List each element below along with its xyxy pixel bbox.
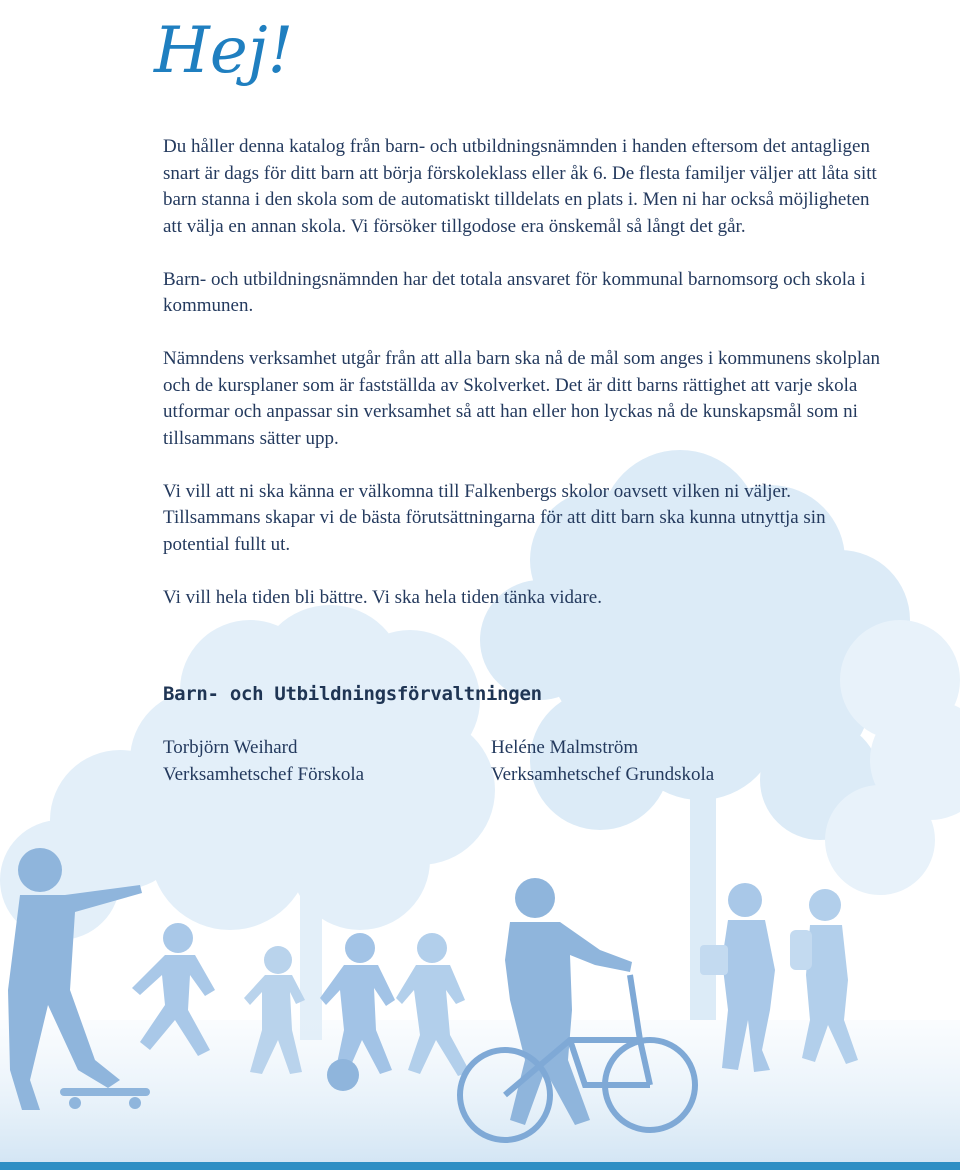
signatory-title: Verksamhetschef Grundskola [491,763,715,785]
signatory-title: Verksamhetschef Förskola [163,763,365,785]
paragraph-motto: Vi vill hela tiden bli bättre. Vi ska hela tiden tänka vidare. [163,586,602,608]
organization-title: Barn- och Utbildningsförvaltningen [163,683,542,705]
soccer-ball [327,1059,359,1091]
bottom-accent-bar [0,1162,960,1170]
paragraph-responsibility: Barn- och utbildningsnämnden har det totala ansvaret för kommunal barnomsorg och skola i kommunen. [163,268,866,316]
signatory-name: Heléne Malmström [491,737,639,758]
paragraph-welcome: Vi vill att ni ska känna er välkomna till Falkenbergs skolor oavsett vilken ni väljer. Tillsammans skapar vi de bästa förutsättningarna för att ditt barn ska kunna utnyttja sin potential fullt ut. [163,480,826,555]
paragraph-intro: Du håller denna katalog från barn- och utbildningsnämnden i handen eftersom det antagligen snart är dags för ditt barn att börja förskoleklass eller åk 6. De flesta familjer väljer att låta sitt barn stanna i den skola som de automatiskt tilldelats en plats i. Men ni har också möjligheten att välja en annan skola. Vi försöker tillgodose era önskemål så långt det går. [163,136,877,237]
paragraph-goals: Nämndens verksamhet utgår från att alla barn ska nå de mål som anges i kommunens skolplan och de kursplaner som är fastställda av Skolverket. Det är ditt barns rättighet att varje skola utformar och anpassar sin verksamhet så att han eller hon lyckas nå de kunskapsmål som ni tillsammans sätter upp. [163,348,881,449]
signature-right [491,735,714,788]
greeting-text: Hej! [154,14,294,88]
signatory-name: Torbjörn Weihard [163,737,298,758]
letter-body [163,134,883,638]
greeting-heading [150,0,370,110]
signature-left [163,735,364,788]
